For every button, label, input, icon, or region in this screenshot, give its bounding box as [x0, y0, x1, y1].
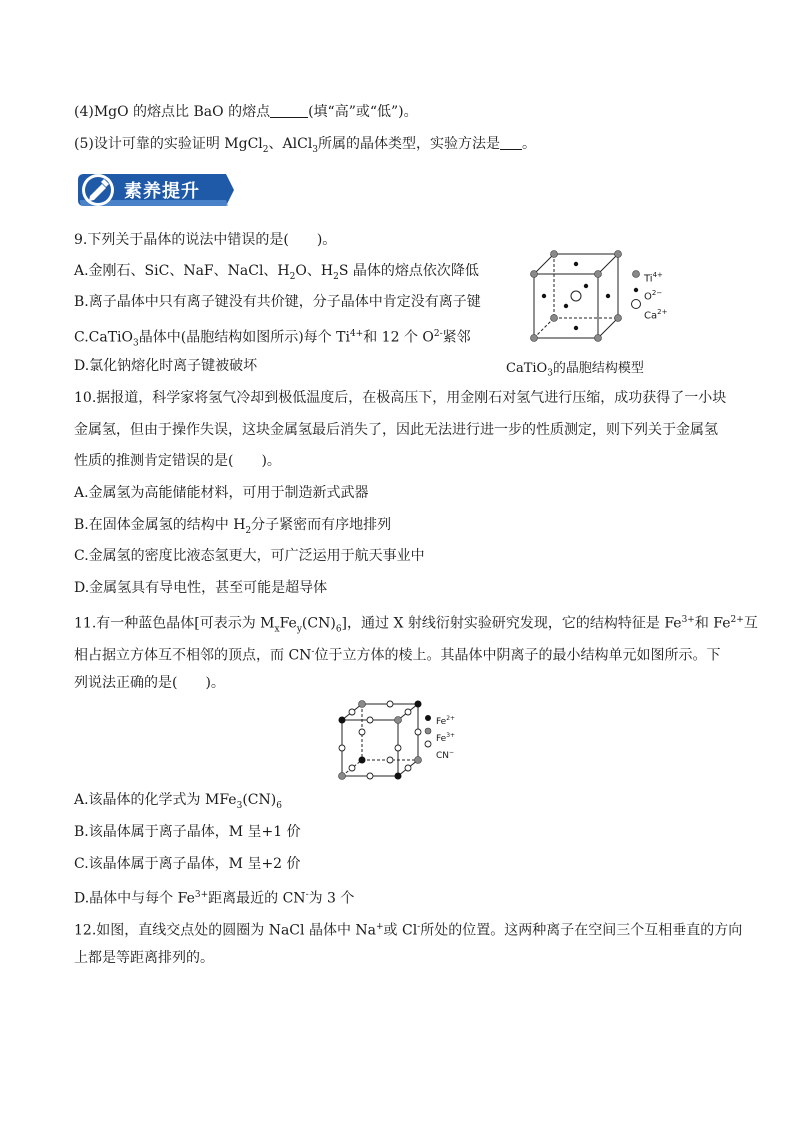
q11-option-a[interactable]: A.该晶体的化学式为 $MFe_3(CN)_6$ — [74, 792, 282, 811]
q9-option-d[interactable]: D.氯化钠熔化时离子键被破坏 — [74, 358, 258, 374]
banner-title: 素养提升 — [124, 181, 200, 202]
q11-stem-line2: 相占据立方体互不相邻的顶点，而 CN-位于立方体的棱上。其晶体中阴离子的最小结构单元如图所示。下 — [74, 647, 721, 664]
q10-option-b[interactable]: B.在固体金属氢的结构中 $H_2$分子紧密而有序地排列 — [74, 517, 392, 536]
q10-stem-line2: 金属氢，但由于操作失误，这块金属氢最后消失了，因此无法进行进一步的性质测定，则下列关于金属氢 — [74, 422, 718, 438]
q10-stem-line1: 10.据报道，科学家将氢气冷却到极低温度后，在极高压下，用金刚石对氢气进行压缩，成功获得了一小块 — [74, 390, 727, 406]
section-banner — [76, 170, 234, 210]
q10-option-a[interactable]: A.金属氢为高能储能材料，可用于制造新式武器 — [74, 485, 369, 501]
pencil-icon — [86, 178, 110, 202]
catio3-caption: CaTiO$_3$的晶胞结构模型 — [506, 361, 644, 379]
q11-stem-line3: 列说法正确的是( )。 — [74, 675, 225, 691]
q9-option-c[interactable]: C.CaTiO$_3$晶体中(晶胞结构如图所示)每个 $Ti^{4+}$和 12 个 $O^{2-}$紧邻 — [74, 329, 471, 349]
q9-option-a[interactable]: A.金刚石、SiC、NaF、NaCl、$H_2O$、$H_2S$ 晶体的熔点依次降低 — [74, 263, 479, 282]
legend-fe2: $Fe^{2+}$ — [436, 715, 456, 727]
legend-ti: $Ti^{4+}$ — [644, 271, 663, 285]
q11-stem-line1: 11.有一种蓝色晶体[可表示为 $M_xFe_y(CN)_6$]，通过 X 射线衍射实验研究发现，它的结构特征是 $Fe^{3+}$和 $Fe^{2+}$互 — [74, 615, 758, 635]
q10-option-d[interactable]: D.金属氢具有导电性，甚至可能是超导体 — [74, 580, 328, 596]
q11-option-b[interactable]: B.该晶体属于离子晶体，M 呈+1 价 — [74, 824, 301, 840]
q4-line: (4)MgO 的熔点比 BaO 的熔点 (填“高”或“低”)。 — [74, 104, 418, 120]
q5-answer-blank[interactable] — [500, 135, 522, 150]
legend-ca: $Ca^{2+}$ — [644, 307, 668, 321]
q9-stem: 9.下列关于晶体的说法中错误的是( )。 — [74, 232, 337, 248]
q11-option-c[interactable]: C.该晶体属于离子晶体，M 呈+2 价 — [74, 856, 301, 872]
legend-o: $O^{2-}$ — [644, 289, 663, 303]
q4-answer-blank[interactable] — [270, 103, 308, 118]
q5-line: (5)设计可靠的实验证明 MgCl$_2$、AlCl$_3$所属的晶体类型，实验方法是 。 — [74, 136, 537, 155]
catio3-legend — [644, 268, 667, 323]
q12-stem-line2: 上都是等距离排列的。 — [74, 950, 214, 966]
prussian-blue-cell-figure — [334, 700, 434, 784]
q9-option-b[interactable]: B.离子晶体中只有离子键没有共价键，分子晶体中肯定没有离子键 — [74, 294, 481, 310]
q11-option-d[interactable]: D.晶体中与每个 $Fe^{3+}$距离最近的 CN-为 3 个 — [74, 890, 355, 907]
legend-fe3: $Fe^{3+}$ — [436, 732, 456, 744]
fe-cn-legend — [436, 712, 455, 763]
q12-stem-line1: 12.如图，直线交点处的圆圈为 NaCl 晶体中 Na+或 Cl-所处的位置。这两种离子在空间三个互相垂直的方向 — [74, 922, 743, 939]
legend-cn: CN− — [436, 749, 455, 761]
q10-option-c[interactable]: C.金属氢的密度比液态氢更大，可广泛运用于航天事业中 — [74, 548, 425, 564]
q10-stem-line3: 性质的推测肯定错误的是( )。 — [74, 453, 281, 469]
